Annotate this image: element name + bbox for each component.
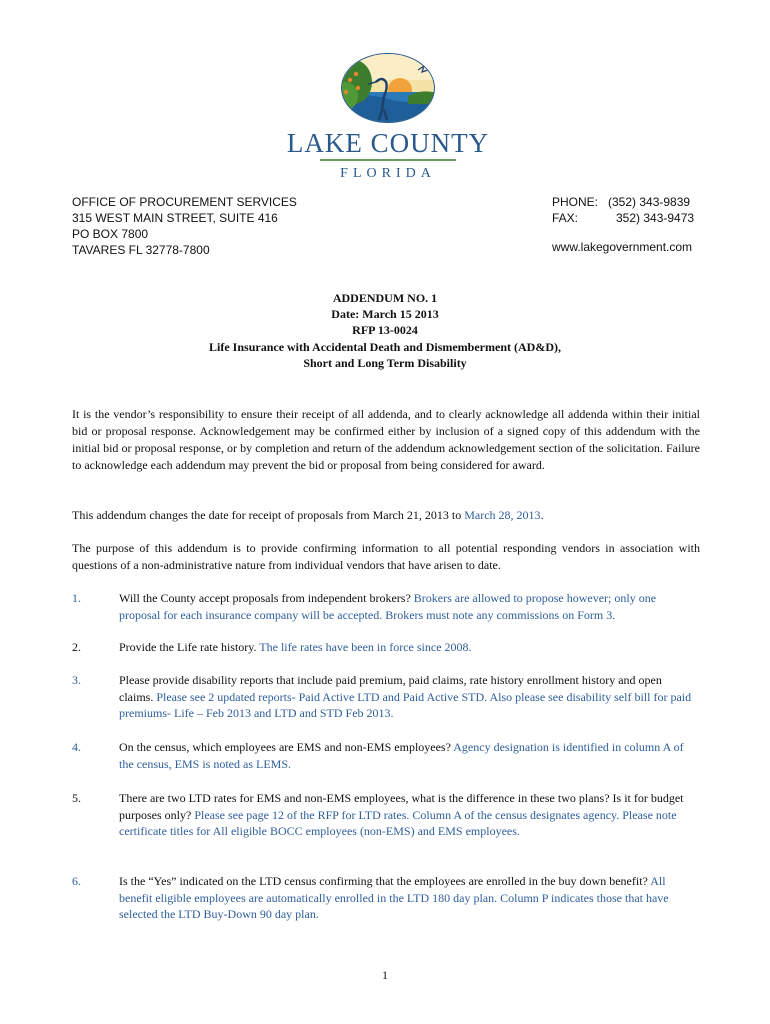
office-po-box: PO BOX 7800 [72, 227, 149, 241]
website-link[interactable]: www.lakegovernment.com [552, 240, 693, 254]
answer-text: Agency designation is identified in column A of the census, EMS is noted as LEMS. [119, 740, 684, 771]
office-name: OFFICE OF PROCUREMENT SERVICES [72, 195, 297, 209]
question-text: Provide the Life rate history. [119, 640, 260, 654]
answer-text: All benefit eligible employees are automatically enrolled in the LTD 180 day plan. Column P indicates those that have selected the LTD Buy-Down 90 day plan. [119, 874, 669, 921]
answer-text: The life rates have been in force since 2008. [259, 640, 472, 654]
fax-row [552, 210, 694, 226]
question-number: 3. [72, 673, 81, 687]
question-number: 1. [72, 591, 81, 605]
question-body [119, 590, 699, 623]
addendum-title [72, 290, 698, 371]
acknowledgement-paragraph: It is the vendor’s responsibility to ensure their receipt of all addenda, and to clearly acknowledge all addenda within their initial bid or proposal response. Acknowledgement may be confirmed either by inclusion of a signed copy of this addendum with the initial bid or proposal response, or by completion and return of the addendum acknowledgement section of the solicitation. Failure to acknowledge each addendum may prevent the bid or proposal from being considered for award. [72, 407, 700, 472]
answer-text: Brokers are allowed to propose however; only one proposal for each insurance company will be accepted. Brokers must note any commissions on Form 3. [119, 591, 657, 622]
question-text: On the census, which employees are EMS and non-EMS employees? [119, 740, 454, 754]
lake-county-logo [258, 52, 518, 184]
question-text: Will the County accept proposals from independent brokers? [119, 591, 414, 605]
date-change-text: This addendum changes the date for receipt of proposals from March 21, 2013 to [72, 508, 465, 522]
office-street: 315 WEST MAIN STREET, SUITE 416 [72, 211, 278, 225]
phone-number: (352) 343-9839 [608, 195, 691, 209]
question-body [119, 739, 699, 772]
rfp-subject-line2: Short and Long Term Disability [303, 355, 467, 370]
phone-row [552, 194, 694, 210]
rfp-subject-line1: Life Insurance with Accidental Death and Dismemberment (AD&D), [209, 339, 561, 354]
question-text: Please provide disability reports that include paid premium, paid claims, rate history enrollment history and open claims. [119, 673, 662, 704]
question-number: 2. [72, 640, 81, 654]
rfp-number: RFP 13-0024 [352, 323, 418, 338]
logo-emblem [258, 52, 518, 184]
new-due-date: March 28, 2013 [464, 508, 541, 522]
date-change-paragraph [72, 507, 700, 524]
question-number: 6. [72, 874, 81, 888]
answer-text: Please see page 12 of the RFP for LTD rates. Column A of the census designates agency. Please note certificate titles for All eligible BOCC employees (non-EMS) and EMS employees. [119, 807, 677, 838]
logo-county-name: LAKE COUNTY [286, 128, 490, 158]
fax-label: FAX: [552, 211, 579, 225]
question-body [119, 873, 699, 923]
office-contact [552, 194, 694, 255]
question-body [119, 639, 699, 656]
purpose-paragraph: The purpose of this addendum is to provide confirming information to all potential responding vendors in association with questions of a non-administrative nature from individual vendors that have arisen to date. [72, 541, 700, 572]
phone-label: PHONE: [552, 195, 599, 209]
addendum-date: Date: March 15 2013 [331, 307, 439, 322]
question-body [119, 790, 699, 840]
question-text: There are two LTD rates for EMS and non-EMS employees, what is the difference in these two plans? Is it for budget purposes only? [119, 791, 684, 822]
office-city: TAVARES FL 32778-7800 [72, 243, 210, 257]
logo-state-name: FLORIDA [340, 166, 436, 181]
answer-text: Please see 2 updated reports- Paid Active LTD and Paid Active STD. Also please see disability self bill for paid premiums- Life – Feb 2013 and LTD and STD Feb 2013. [119, 689, 692, 720]
question-text: Is the “Yes” indicated on the LTD census confirming that the employees are enrolled in the buy down benefit? [119, 874, 651, 888]
page-number: 1 [382, 968, 388, 982]
office-address [72, 194, 297, 258]
question-number: 4. [72, 740, 81, 754]
question-number: 5. [72, 791, 81, 805]
question-body [119, 672, 699, 722]
addendum-number: ADDENDUM NO. 1 [332, 291, 438, 305]
date-change-period: . [540, 508, 544, 522]
fax-number: 352) 343-9473 [616, 211, 695, 225]
